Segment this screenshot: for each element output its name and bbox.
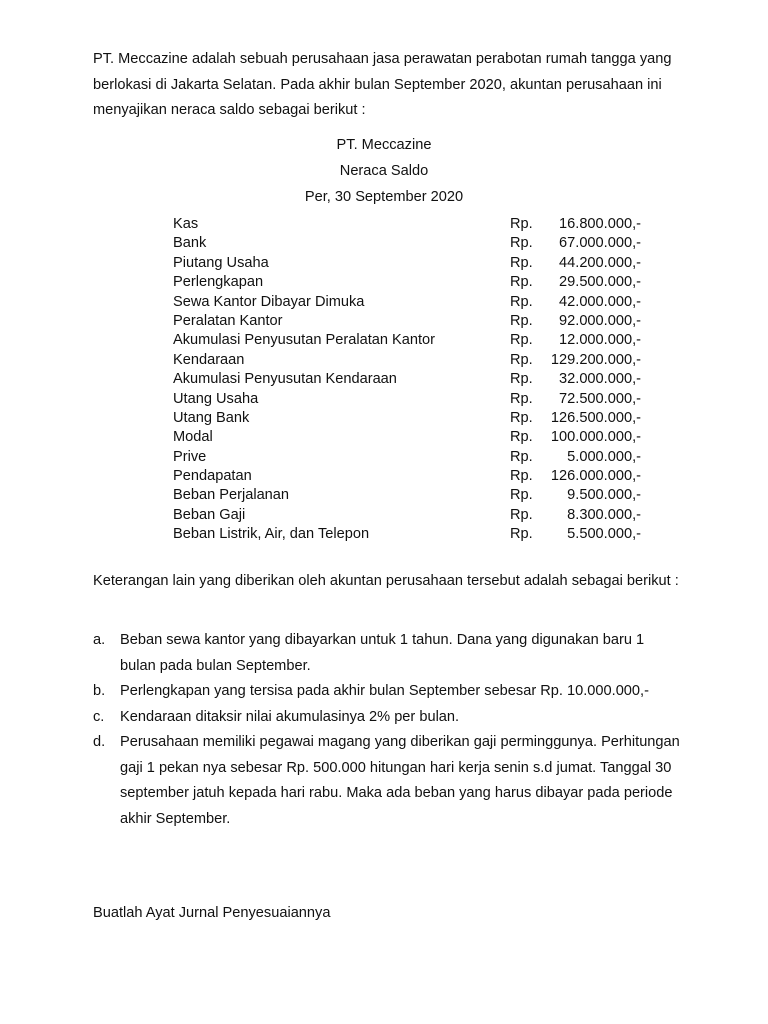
amount-value: 126.500.000,- <box>550 409 641 426</box>
account-name: Bank <box>173 235 207 252</box>
amount-value: 16.800.000,- <box>559 216 641 232</box>
closing-instruction: Buatlah Ayat Jurnal Penyesuaiannya <box>93 905 331 921</box>
account-name: Kas <box>173 216 199 232</box>
currency-label: Rp. <box>510 274 533 291</box>
currency-label: Rp. <box>510 254 533 271</box>
account-name: Kendaraan <box>173 351 245 368</box>
intro-paragraph: PT. Meccazine adalah sebuah perusahaan jasa perawatan perabotan rumah tangga yang berlokasi di Jakarta Selatan. Pada akhir bulan September 2020, akuntan perusahaan ini menyajikan neraca saldo sebagai berikut : <box>93 51 672 118</box>
amount-value: 126.000.000,- <box>550 468 641 485</box>
amount-value: 42.000.000,- <box>559 293 641 310</box>
report-title: Neraca Saldo <box>339 163 429 179</box>
currency-label: Rp. <box>510 216 533 232</box>
ledger-row <box>173 448 653 467</box>
currency-label: Rp. <box>510 390 533 407</box>
account-name: Modal <box>173 429 213 446</box>
list-marker: b. <box>93 683 106 699</box>
amount-value: 92.000.000,- <box>559 312 641 329</box>
ledger-row <box>173 525 653 544</box>
list-item <box>93 730 683 832</box>
ledger-row <box>173 428 653 447</box>
amount-value: 5.000.000,- <box>567 448 641 465</box>
account-name: Utang Bank <box>173 409 250 426</box>
amount-value: 129.200.000,- <box>550 351 641 368</box>
ledger-row <box>173 293 653 312</box>
account-name: Beban Perjalanan <box>173 487 290 504</box>
currency-label: Rp. <box>510 526 533 543</box>
list-item <box>93 679 683 705</box>
currency-label: Rp. <box>510 293 533 310</box>
account-name: Beban Gaji <box>173 506 246 523</box>
account-name: Utang Usaha <box>173 390 259 407</box>
account-name: Sewa Kantor Dibayar Dimuka <box>173 293 365 310</box>
currency-label: Rp. <box>510 409 533 426</box>
list-item <box>93 628 683 679</box>
amount-value: 100.000.000,- <box>550 429 641 446</box>
list-marker: a. <box>93 632 106 648</box>
ledger-row <box>173 409 653 428</box>
account-name: Perlengkapan <box>173 274 264 291</box>
company-title: PT. Meccazine <box>336 137 432 153</box>
account-name: Prive <box>173 448 207 465</box>
currency-label: Rp. <box>510 487 533 504</box>
ledger-row <box>173 254 653 273</box>
list-item-text: Perusahaan memiliki pegawai magang yang diberikan gaji perminggunya. Perhitungan gaji 1 pekan nya sebesar Rp. 500.000 hitungan hari kerja senin s.d jumat. Tanggal 30 september jatuh kepada hari rabu. Maka ada beban yang harus dibayar pada periode akhir September. <box>120 734 680 827</box>
currency-label: Rp. <box>510 468 533 485</box>
amount-value: 44.200.000,- <box>559 254 641 271</box>
amount-value: 72.500.000,- <box>559 390 641 407</box>
account-name: Akumulasi Penyusutan Kendaraan <box>173 371 397 388</box>
currency-label: Rp. <box>510 371 533 388</box>
currency-label: Rp. <box>510 351 533 368</box>
ledger-row <box>173 215 653 234</box>
amount-value: 5.500.000,- <box>567 526 641 543</box>
amount-value: 67.000.000,- <box>559 235 641 252</box>
currency-label: Rp. <box>510 332 533 349</box>
adjustment-notes-list <box>93 628 683 832</box>
account-name: Akumulasi Penyusutan Peralatan Kantor <box>173 332 436 349</box>
currency-label: Rp. <box>510 429 533 446</box>
notes-paragraph: Keterangan lain yang diberikan oleh akuntan perusahaan tersebut adalah sebagai berikut : <box>93 573 679 589</box>
ledger-row <box>173 486 653 505</box>
amount-value: 12.000.000,- <box>559 332 641 349</box>
list-item <box>93 705 683 731</box>
currency-label: Rp. <box>510 235 533 252</box>
list-item-text: Beban sewa kantor yang dibayarkan untuk 1 tahun. Dana yang digunakan baru 1 bulan pada bulan September. <box>120 632 645 674</box>
list-item-text: Perlengkapan yang tersisa pada akhir bulan September sebesar Rp. 10.000.000,- <box>120 683 649 699</box>
account-name: Peralatan Kantor <box>173 312 283 329</box>
account-name: Piutang Usaha <box>173 254 269 271</box>
currency-label: Rp. <box>510 312 533 329</box>
trial-balance-table <box>173 215 653 545</box>
amount-value: 9.500.000,- <box>567 487 641 504</box>
ledger-row <box>173 390 653 409</box>
ledger-row <box>173 467 653 486</box>
ledger-row <box>173 312 653 331</box>
list-item-text: Kendaraan ditaksir nilai akumulasinya 2% per bulan. <box>120 708 460 725</box>
list-marker: c. <box>93 708 105 725</box>
report-date: Per, 30 September 2020 <box>304 189 464 205</box>
ledger-row <box>173 506 653 525</box>
ledger-row <box>173 370 653 389</box>
ledger-row <box>173 234 653 253</box>
ledger-row <box>173 273 653 292</box>
list-marker: d. <box>93 734 106 750</box>
amount-value: 32.000.000,- <box>559 371 641 388</box>
ledger-row <box>173 331 653 350</box>
account-name: Beban Listrik, Air, dan Telepon <box>173 526 370 543</box>
ledger-row <box>173 351 653 370</box>
currency-label: Rp. <box>510 448 533 465</box>
account-name: Pendapatan <box>173 468 252 485</box>
currency-label: Rp. <box>510 506 533 523</box>
amount-value: 8.300.000,- <box>567 506 641 523</box>
amount-value: 29.500.000,- <box>559 274 641 291</box>
